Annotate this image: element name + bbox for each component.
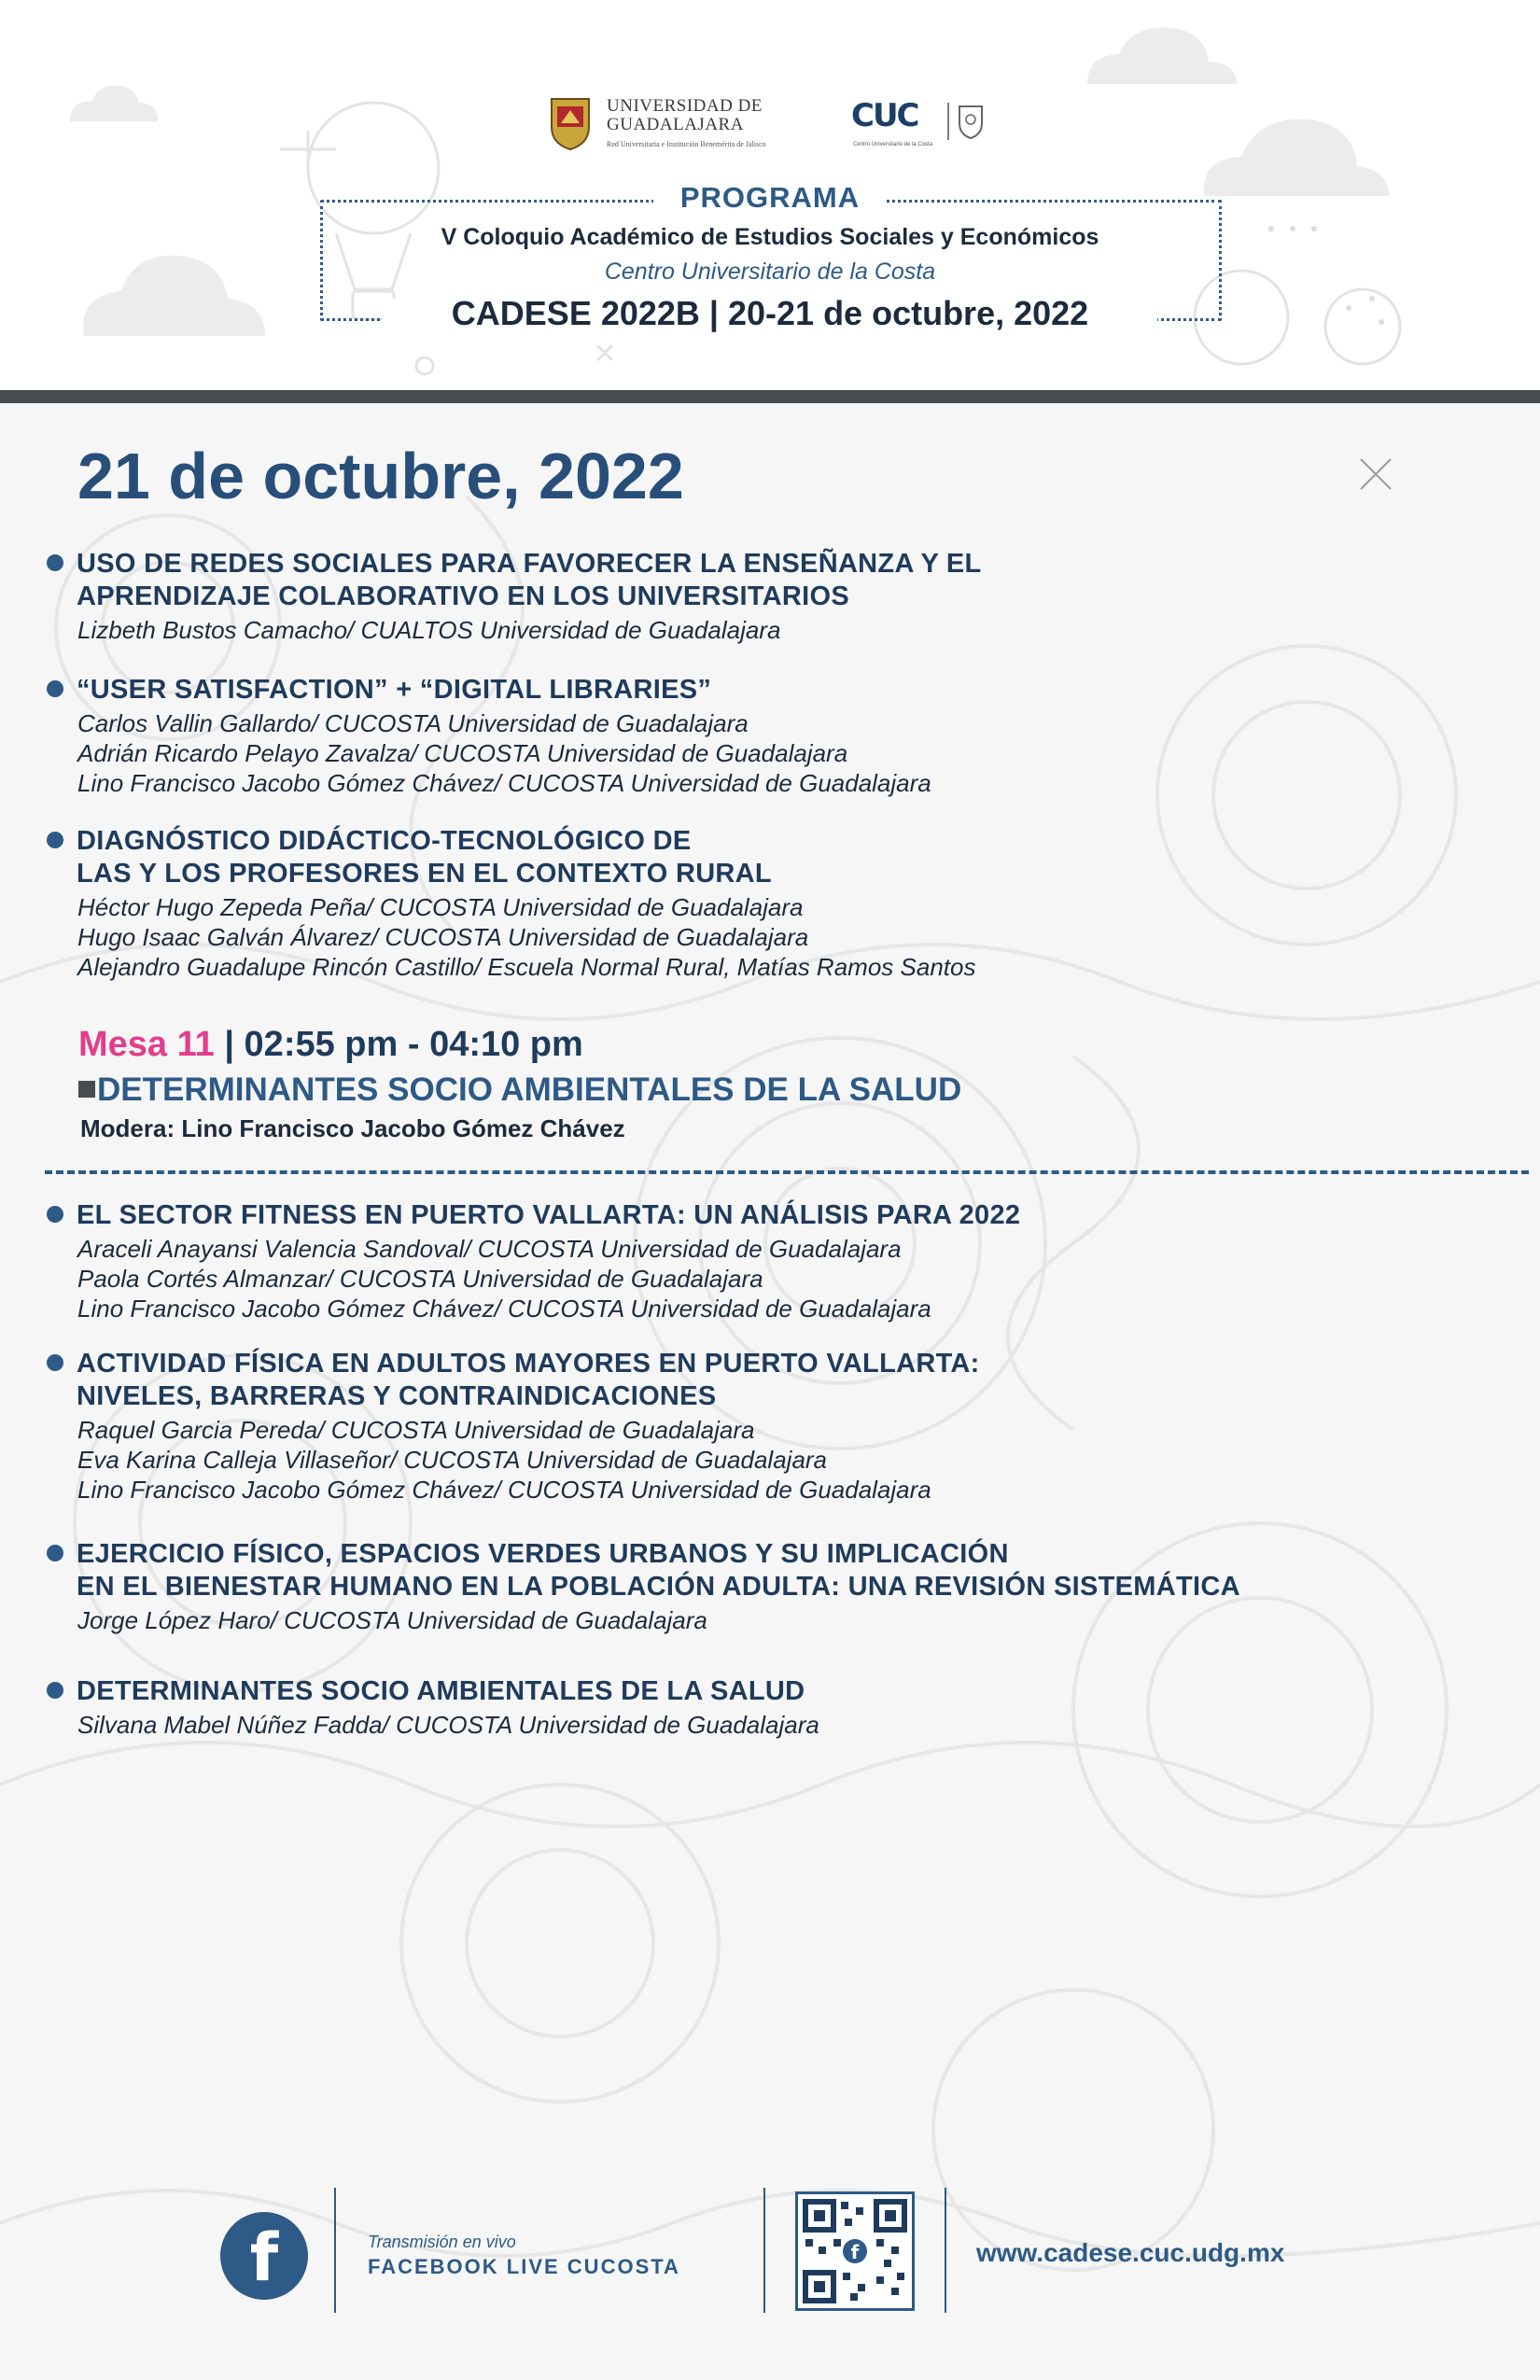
website-link[interactable]: www.cadese.cuc.udg.mx bbox=[976, 2238, 1285, 2267]
facebook-icon[interactable] bbox=[220, 2212, 308, 2300]
author: Raquel Garcia Pereda/ CUCOSTA Universidad de Guadalajara bbox=[77, 1416, 755, 1444]
center-name: Centro Universitario de la Costa bbox=[604, 259, 936, 285]
udg-name-line2: GUADALAJARA bbox=[607, 115, 744, 134]
svg-text:f: f bbox=[850, 2241, 860, 2263]
talk-authors bbox=[77, 1234, 1503, 1323]
close-icon bbox=[1355, 454, 1396, 495]
bullet-icon bbox=[47, 554, 63, 571]
mesa-separator: | bbox=[214, 1025, 245, 1064]
author: Hugo Isaac Galván Álvarez/ CUCOSTA Universidad de Guadalajara bbox=[77, 923, 809, 951]
udg-shield-icon bbox=[549, 95, 592, 151]
talk-item bbox=[47, 1199, 1503, 1323]
talk-authors bbox=[77, 1415, 1503, 1505]
mesa-theme-text: DETERMINANTES SOCIO AMBIENTALES DE LA SALUD bbox=[97, 1071, 962, 1108]
bullet-icon bbox=[47, 1206, 63, 1223]
talk-title-line: EJERCICIO FÍSICO, ESPACIOS VERDES URBANOS Y SU IMPLICACIÓN bbox=[77, 1539, 1009, 1569]
header bbox=[0, 0, 1540, 390]
mesa-theme bbox=[78, 1071, 961, 1109]
author: Alejandro Guadalupe Rincón Castillo/ Escuela Normal Rural, Matías Ramos Santos bbox=[77, 953, 976, 981]
talk-title-line: LAS Y LOS PROFESORES EN EL CONTEXTO RURAL bbox=[77, 859, 772, 889]
author: Jorge López Haro/ CUCOSTA Universidad de Guadalajara bbox=[77, 1606, 707, 1634]
talk-item bbox=[47, 825, 1503, 982]
footer-divider bbox=[763, 2188, 765, 2313]
cuc-crest-icon bbox=[946, 101, 987, 142]
colloquium-name: V Coloquio Académico de Estudios Sociales y Económicos bbox=[441, 224, 1099, 250]
udg-subtitle: Red Universitaria e Institución Benemérita de Jalisco bbox=[607, 140, 766, 148]
bullet-icon bbox=[47, 1354, 63, 1371]
bullet-icon bbox=[47, 1545, 63, 1561]
udg-logo bbox=[549, 91, 801, 162]
talk-item bbox=[47, 674, 1503, 798]
day-title: 21 de octubre, 2022 bbox=[77, 440, 684, 512]
author: Lino Francisco Jacobo Gómez Chávez/ CUCOSTA Universidad de Guadalajara bbox=[77, 1295, 931, 1323]
author: Lizbeth Bustos Camacho/ CUALTOS Universidad de Guadalajara bbox=[77, 616, 781, 644]
talk-authors bbox=[77, 1605, 1503, 1635]
author: Carlos Vallin Gallardo/ CUCOSTA Universidad de Guadalajara bbox=[77, 709, 749, 737]
program-label: PROGRAMA bbox=[679, 181, 861, 214]
cuc-logo bbox=[851, 97, 991, 155]
author: Silvana Mabel Núñez Fadda/ CUCOSTA Universidad de Guadalajara bbox=[77, 1711, 819, 1739]
qr-code[interactable] bbox=[795, 2191, 915, 2311]
author: Eva Karina Calleja Villaseñor/ CUCOSTA Universidad de Guadalajara bbox=[77, 1446, 828, 1474]
talk-title-line: NIVELES, BARRERAS Y CONTRAINDICACIONES bbox=[77, 1381, 717, 1411]
author: Lino Francisco Jacobo Gómez Chávez/ CUCOSTA Universidad de Guadalajara bbox=[77, 769, 931, 797]
footer bbox=[0, 2175, 1540, 2380]
bullet-icon bbox=[47, 680, 63, 697]
talk-item bbox=[47, 548, 1503, 645]
talk-title-line: ACTIVIDAD FÍSICA EN ADULTOS MAYORES EN PUERTO VALLARTA: bbox=[77, 1349, 980, 1379]
author: Héctor Hugo Zepeda Peña/ CUCOSTA Universidad de Guadalajara bbox=[77, 893, 804, 921]
facebook-glyph: f bbox=[249, 2219, 279, 2296]
author: Paola Cortés Almanzar/ CUCOSTA Universidad de Guadalajara bbox=[77, 1265, 763, 1293]
bullet-icon bbox=[47, 1682, 63, 1699]
talk-authors bbox=[77, 1710, 1503, 1740]
talk-title-line: “USER SATISFACTION” + “DIGITAL LIBRARIES” bbox=[77, 675, 712, 705]
mesa-moderator: Modera: Lino Francisco Jacobo Gómez Chávez bbox=[80, 1114, 625, 1142]
cuc-subtitle: Centro Universitario de la Costa bbox=[853, 142, 933, 147]
mesa-number: Mesa 11 bbox=[78, 1025, 215, 1064]
talk-title-line: APRENDIZAJE COLABORATIVO EN LOS UNIVERSITARIOS bbox=[77, 581, 850, 611]
cuc-wordmark: CUC bbox=[851, 97, 918, 134]
mesa-time: 02:55 pm - 04:10 pm bbox=[244, 1025, 583, 1064]
live-label: Transmisión en vivo bbox=[368, 2233, 516, 2251]
talk-title-line: DIAGNÓSTICO DIDÁCTICO-TECNOLÓGICO DE bbox=[77, 826, 692, 856]
author: Araceli Anayansi Valencia Sandoval/ CUCOSTA Universidad de Guadalajara bbox=[77, 1235, 902, 1263]
udg-name-line1: UNIVERSIDAD DE bbox=[607, 96, 763, 116]
udg-name bbox=[607, 97, 763, 134]
bullet-icon bbox=[47, 832, 63, 848]
talk-item bbox=[47, 1348, 1503, 1505]
talk-authors bbox=[77, 615, 1503, 645]
section-divider bbox=[45, 1170, 1529, 1174]
author: Adrián Ricardo Pelayo Zavalza/ CUCOSTA Universidad de Guadalajara bbox=[77, 739, 848, 767]
header-divider-bar bbox=[0, 390, 1540, 403]
talk-title-line: DETERMINANTES SOCIO AMBIENTALES DE LA SALUD bbox=[77, 1676, 805, 1706]
footer-divider bbox=[334, 2188, 336, 2313]
author: Lino Francisco Jacobo Gómez Chávez/ CUCOSTA Universidad de Guadalajara bbox=[77, 1476, 931, 1504]
talk-authors bbox=[77, 892, 1503, 982]
talk-authors bbox=[77, 708, 1503, 798]
square-icon bbox=[78, 1081, 95, 1098]
talk-title-line: EN EL BIENESTAR HUMANO EN LA POBLACIÓN ADULTA: UNA REVISIÓN SISTEMÁTICA bbox=[77, 1572, 1240, 1602]
talk-title-line: USO DE REDES SOCIALES PARA FAVORECER LA ENSEÑANZA Y EL bbox=[77, 549, 982, 579]
qr-code-icon bbox=[798, 2194, 912, 2308]
mesa-heading bbox=[78, 1025, 583, 1065]
talk-item bbox=[47, 1538, 1503, 1635]
talk-title-line: EL SECTOR FITNESS EN PUERTO VALLARTA: UN ANÁLISIS PARA 2022 bbox=[77, 1200, 1021, 1230]
facebook-live-link[interactable]: FACEBOOK LIVE CUCOSTA bbox=[368, 2255, 680, 2278]
event-dates: CADESE 2022B | 20-21 de octubre, 2022 bbox=[451, 294, 1089, 332]
talk-item bbox=[47, 1675, 1503, 1740]
footer-divider bbox=[945, 2188, 946, 2313]
